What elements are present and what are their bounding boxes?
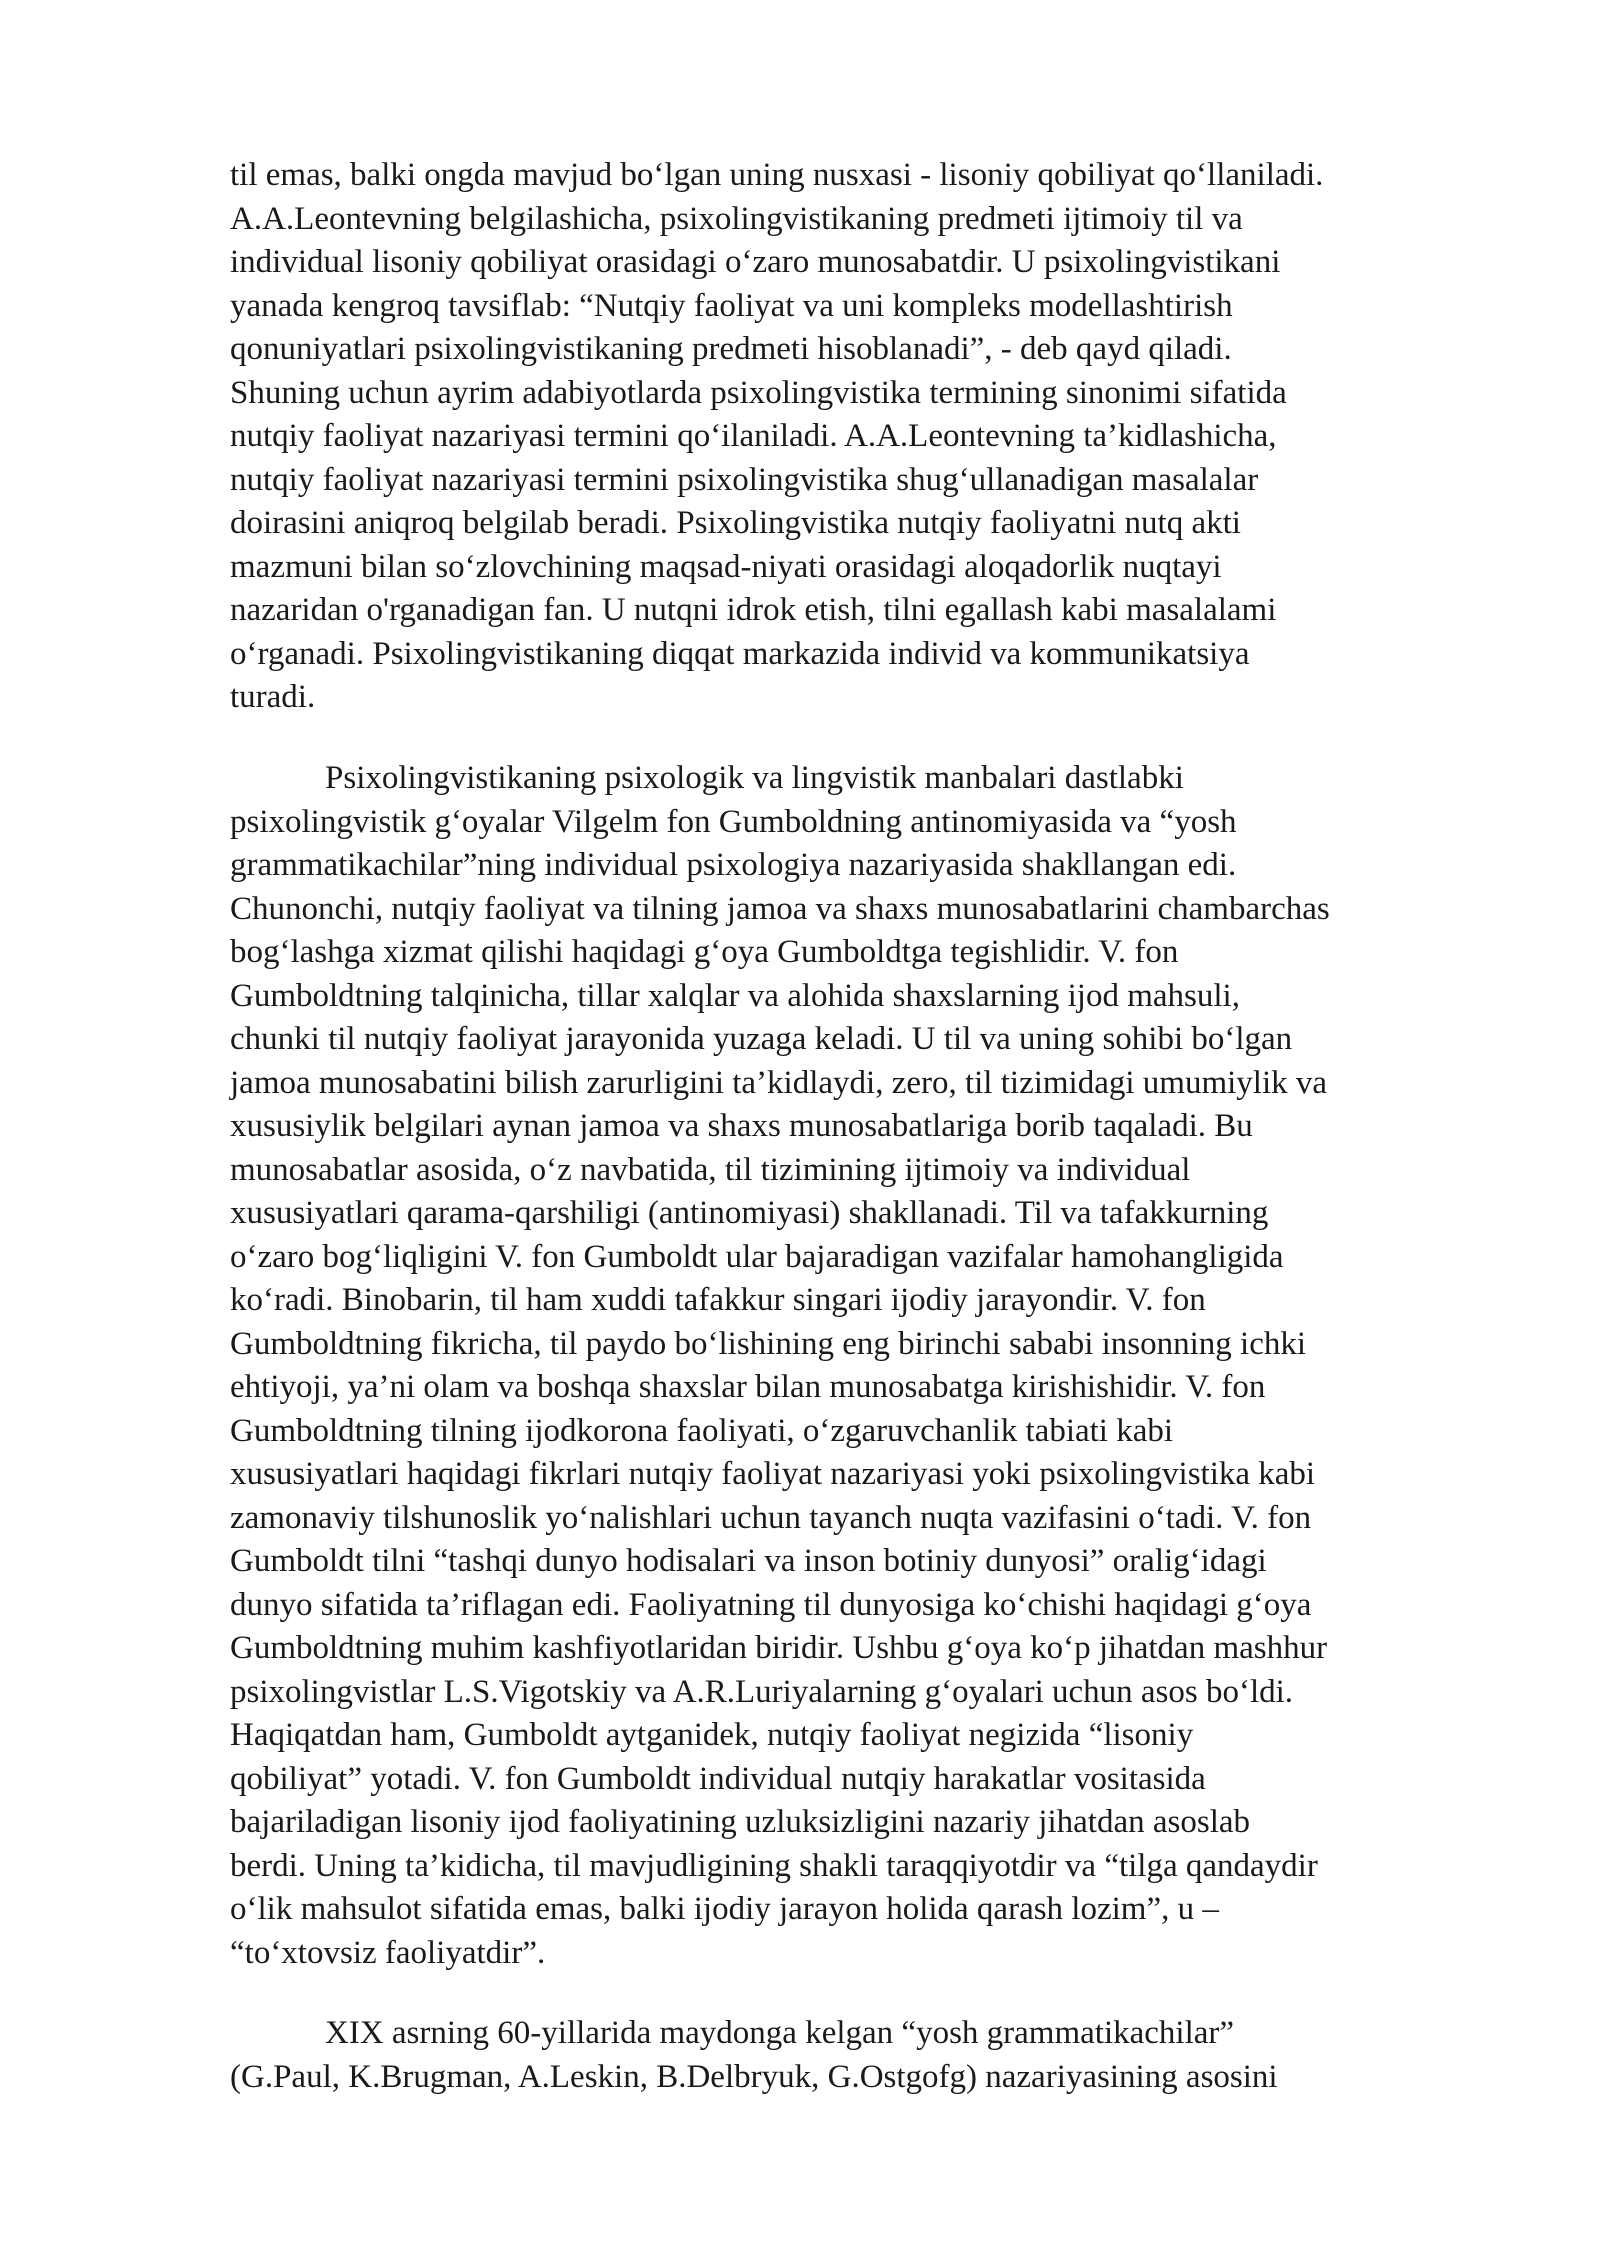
text-line: psixolingvistlar L.S.Vigotskiy va A.R.Luriyalarning g‘oyalari uchun asos bo‘ldi. bbox=[230, 1673, 1294, 1710]
text-line: dunyo sifatida ta’riflagan edi. Faoliyatning til dunyosiga ko‘chishi haqidagi g‘oya bbox=[230, 1586, 1312, 1623]
text-line: Gumboldtning muhim kashfiyotlaridan biridir. Ushbu g‘oya ko‘p jihatdan mashhur bbox=[230, 1630, 1328, 1666]
text-line: ehtiyoji, ya’ni olam va boshqa shaxslar bilan munosabatga kirishishidir. V. fon bbox=[230, 1369, 1266, 1405]
text-line: doirasini aniqroq belgilab beradi. Psixolingvistika nutqiy faoliyatni nutq akti bbox=[230, 505, 1241, 541]
paragraph-2 bbox=[230, 757, 1530, 1975]
text-line: zamonaviy tilshunoslik yo‘nalishlari uchun tayanch nuqta vazifasini o‘tadi. V. fon bbox=[230, 1499, 1312, 1536]
text-line: qobiliyat” yotadi. V. fon Gumboldt individual nutqiy harakatlar vositasida bbox=[230, 1760, 1206, 1797]
text-line: o‘rganadi. Psixolingvistikaning diqqat markazida individ va kommunikatsiya bbox=[230, 635, 1250, 672]
text-line: jamoa munosabatini bilish zarurligini ta’kidlaydi, zero, til tizimidagi umumiylik va bbox=[230, 1064, 1328, 1101]
text-line: yanada kengroq tavsiflab: “Nutqiy faoliyat va uni kompleks modellashtirish bbox=[230, 287, 1233, 324]
text-line: munosabatlar asosida, o‘z navbatida, til tizimining ijtimoiy va individual bbox=[230, 1151, 1191, 1188]
text-line: mazmuni bilan so‘zlovchining maqsad-niyati orasidagi aloqadorlik nuqtayi bbox=[230, 548, 1222, 585]
text-line: Chunonchi, nutqiy faoliyat va tilning jamoa va shaxs munosabatlarini chambarchas bbox=[230, 890, 1330, 927]
text-line: nazaridan o'rganadigan fan. U nutqni idrok etish, tilni egallash kabi masalalami bbox=[230, 592, 1277, 628]
text-line: bog‘lashga xizmat qilishi haqidagi g‘oya Gumboldtga tegishlidir. V. fon bbox=[230, 934, 1179, 970]
text-line: psixolingvistik g‘oyalar Vilgelm fon Gumboldning antinomiyasida va “yosh bbox=[230, 803, 1237, 840]
text-line-first: XIX asrning 60-yillarida maydonga kelgan “yosh grammatikachilar” bbox=[325, 2015, 1235, 2051]
text-line: Gumboldtning tilning ijodkorona faoliyati, o‘zgaruvchanlik tabiati kabi bbox=[230, 1412, 1174, 1449]
text-line: chunki til nutqiy faoliyat jarayonida yuzaga keladi. U til va uning sohibi bo‘lgan bbox=[230, 1021, 1293, 1057]
text-line: A.A.Leontevning belgilashicha, psixolingvistikaning predmeti ijtimoiy til va bbox=[230, 200, 1243, 237]
text-line: Haqiqatdan ham, Gumboldt aytganidek, nutqiy faoliyat negizida “lisoniy bbox=[230, 1717, 1194, 1753]
paragraph-3 bbox=[230, 2012, 1530, 2099]
text-line: turadi. bbox=[230, 679, 316, 715]
text-line: ko‘radi. Binobarin, til ham xuddi tafakkur singari ijodiy jarayondir. V. fon bbox=[230, 1282, 1206, 1318]
text-line: (G.Paul, K.Brugman, A.Leskin, B.Delbryuk, G.Ostgofg) nazariyasining asosini bbox=[230, 2058, 1278, 2095]
text-line: xususiyatlari haqidagi fikrlari nutqiy faoliyat nazariyasi yoki psixolingvistika kabi bbox=[230, 1456, 1316, 1492]
text-line: xususiylik belgilari aynan jamoa va shaxs munosabatlariga borib taqaladi. Bu bbox=[230, 1108, 1253, 1144]
text-line: xususiyatlari qarama-qarshiligi (antinomiyasi) shakllanadi. Til va tafakkurning bbox=[230, 1195, 1269, 1231]
text-line: nutqiy faoliyat nazariyasi termini psixolingvistika shug‘ullanadigan masalalar bbox=[230, 461, 1259, 498]
paragraph-1 bbox=[230, 154, 1530, 720]
text-line: bajariladigan lisoniy ijod faoliyatining uzluksizligini nazariy jihatdan asoslab bbox=[230, 1804, 1251, 1840]
text-line: til emas, balki ongda mavjud bo‘lgan uning nusxasi - lisoniy qobiliyat qo‘llaniladi. bbox=[230, 157, 1324, 193]
text-line: qonuniyatlari psixolingvistikaning predmeti hisoblanadi”, - deb qayd qiladi. bbox=[230, 331, 1232, 367]
text-line: berdi. Uning ta’kidicha, til mavjudligining shakli taraqqiyotdir va “tilga qandaydir bbox=[230, 1847, 1318, 1884]
text-line-first: Psixolingvistikaning psixologik va lingvistik manbalari dastlabki bbox=[325, 760, 1184, 796]
text-line: Gumboldtning fikricha, til paydo bo‘lishining eng birinchi sababi insonning ichki bbox=[230, 1325, 1307, 1362]
text-line: nutqiy faoliyat nazariyasi termini qo‘ilaniladi. A.A.Leontevning ta’kidlashicha, bbox=[230, 418, 1277, 454]
text-line: Gumboldt tilni “tashqi dunyo hodisalari va inson botiniy dunyosi” oralig‘idagi bbox=[230, 1543, 1267, 1579]
text-line: “to‘xtovsiz faoliyatdir”. bbox=[230, 1934, 546, 1971]
text-line: Shuning uchun ayrim adabiyotlarda psixolingvistika termining sinonimi sifatida bbox=[230, 374, 1287, 411]
text-line: o‘lik mahsulot sifatida emas, balki ijodiy jarayon holida qarash lozim”, u – bbox=[230, 1891, 1219, 1927]
text-line: individual lisoniy qobiliyat orasidagi o‘zaro munosabatdir. U psixolingvistikani bbox=[230, 244, 1281, 280]
text-line: Gumboldtning talqinicha, tillar xalqlar va alohida shaxslarning ijod mahsuli, bbox=[230, 977, 1240, 1014]
text-line: grammatikachilar”ning individual psixologiya nazariyasida shakllangan edi. bbox=[230, 847, 1237, 883]
text-line: o‘zaro bog‘liqligini V. fon Gumboldt ular bajaradigan vazifalar hamohangligida bbox=[230, 1238, 1284, 1275]
